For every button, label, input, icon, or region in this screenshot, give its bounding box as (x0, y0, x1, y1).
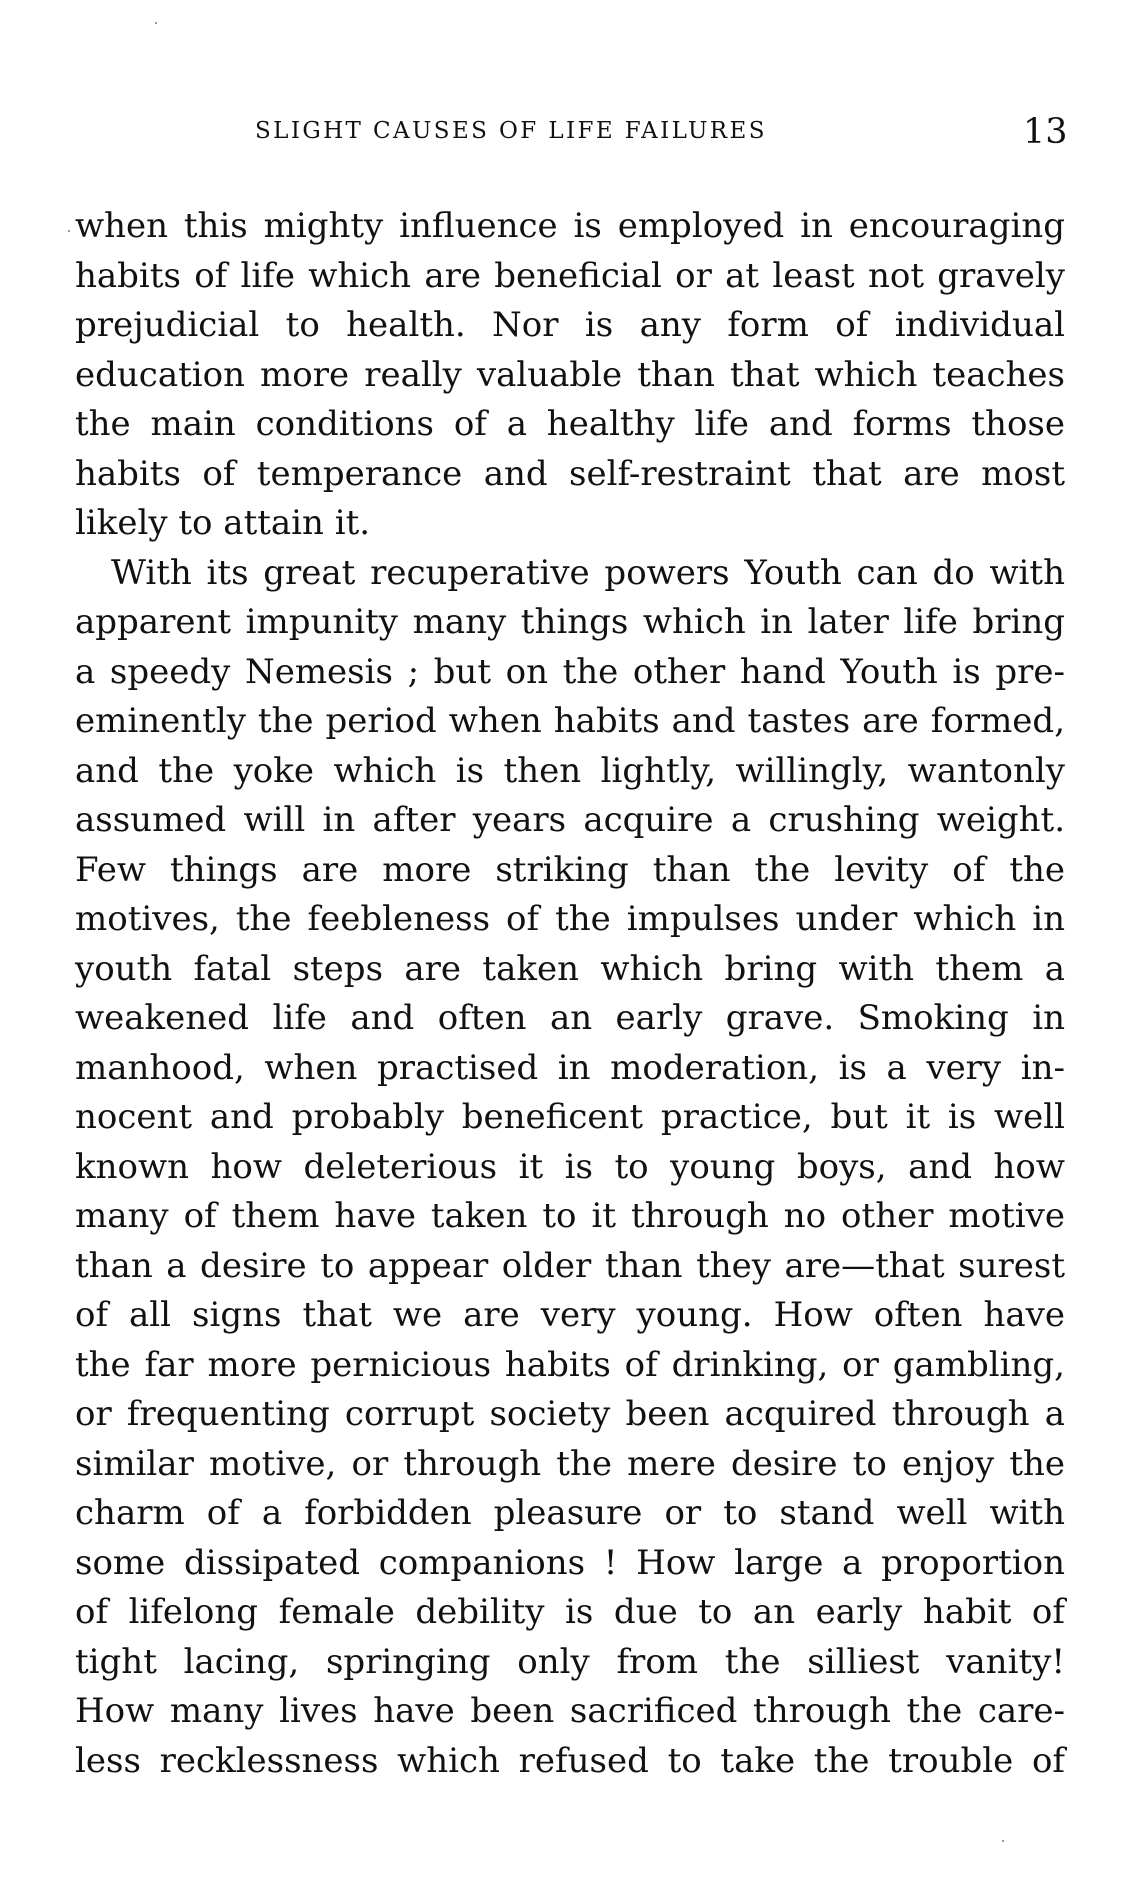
text-line: eminently the period when habits and tastes are formed, (75, 701, 1065, 741)
text-line: of lifelong female debility is due to an early habit of (75, 1592, 1065, 1632)
text-line: similar motive, or through the mere desire to enjoy the (75, 1443, 1065, 1484)
text-line: when this mighty influence is employed in encouraging (75, 206, 1065, 246)
text-line: weakened life and often an early grave. Smoking in (75, 998, 1065, 1038)
text-line: apparent impunity many things which in later life bring (75, 602, 1065, 642)
text-line: the far more pernicious habits of drinking, or gambling, (75, 1344, 1065, 1385)
text-line: some dissipated companions ! How large a proportion (75, 1542, 1065, 1583)
paper-speck (68, 230, 70, 232)
text-line: the main conditions of a healthy life and forms those (75, 404, 1065, 444)
text-line: assumed will in after years acquire a crushing weight. (75, 800, 1065, 840)
text-line: motives, the feebleness of the impulses under which in (75, 899, 1065, 939)
paragraph-2 (75, 549, 1065, 1787)
text-line: With its great recuperative powers Youth can do with (111, 552, 1065, 593)
text-line: Few things are more striking than the levity of the (75, 849, 1065, 890)
text-line: charm of a forbidden pleasure or to stand well with (75, 1493, 1065, 1533)
paragraph-1 (75, 202, 1065, 549)
text-line: prejudicial to health. Nor is any form of individual (75, 305, 1065, 345)
text-line: many of them have taken to it through no other motive (75, 1196, 1065, 1236)
running-head: SLIGHT CAUSES OF LIFE FAILURES (255, 118, 767, 144)
paper-speck (155, 22, 157, 24)
text-line: and the yoke which is then lightly, willingly, wantonly (75, 750, 1065, 791)
text-line: nocent and probably beneficent practice, but it is well (75, 1097, 1065, 1137)
page-number: 13 (1023, 112, 1068, 152)
text-line: a speedy Nemesis ; but on the other hand Youth is pre- (75, 651, 1065, 692)
text-line: than a desire to appear older than they are—that surest (75, 1245, 1065, 1286)
text-line: habits of life which are beneficial or at least not gravely (75, 255, 1065, 296)
text-line: tight lacing, springing only from the silliest vanity! (75, 1641, 1065, 1682)
text-line: How many lives have been sacrificed through the care- (75, 1691, 1065, 1731)
paper-speck (1002, 1840, 1004, 1842)
text-line: habits of temperance and self-restraint that are most (75, 453, 1065, 494)
text-line: known how deleterious it is to young boys, and how (75, 1146, 1065, 1187)
text-line: of all signs that we are very young. How often have (75, 1295, 1065, 1335)
text-line: youth fatal steps are taken which bring with them a (75, 948, 1065, 989)
text-line: manhood, when practised in moderation, is a very in- (75, 1047, 1065, 1088)
text-line: less recklessness which refused to take the trouble of (75, 1740, 1065, 1781)
body-text (75, 202, 1065, 1786)
text-line: or frequenting corrupt society been acquired through a (75, 1394, 1065, 1434)
text-line: likely to attain it. (75, 503, 371, 543)
text-line: education more really valuable than that which teaches (75, 354, 1065, 395)
